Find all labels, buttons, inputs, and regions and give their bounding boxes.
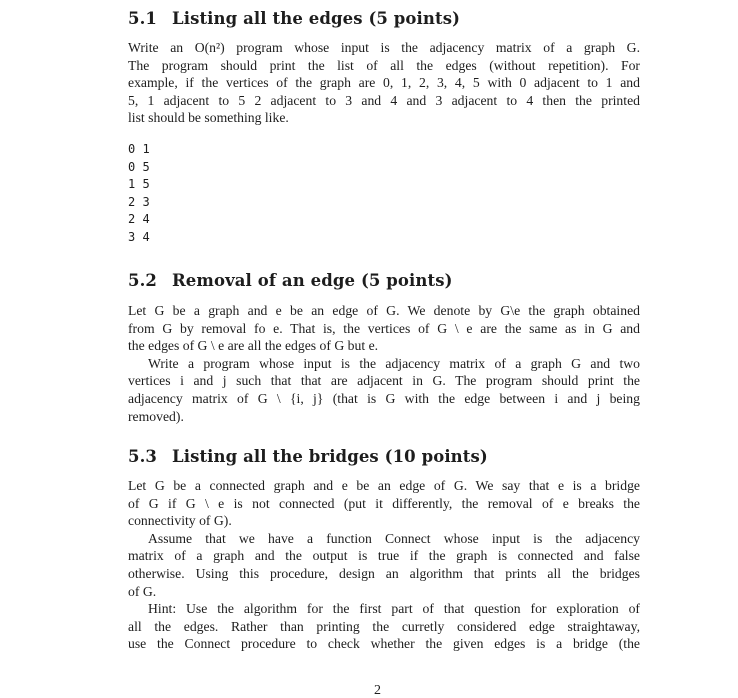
text-line: matrix of a graph and the output is true if the graph is connected and false — [128, 548, 640, 564]
text-line: vertices i and j such that that are adjacent in G. The program should print the — [128, 373, 640, 389]
text-line: Assume that we have a function Connect whose input is the adjacency — [148, 530, 640, 546]
text-line: connectivity of G). — [128, 513, 232, 529]
text-line: Let G be a graph and e be an edge of G. We denote by G\e the graph obtained — [128, 303, 640, 318]
text-line: of G. — [128, 583, 157, 599]
text-line: adjacency matrix of G \ {i, j} (that is G with the edge between i and j being — [128, 390, 640, 406]
text-line: example, if the vertices of the graph are 0, 1, 2, 3, 4, 5 with 0 adjacent to 1 and — [128, 75, 640, 91]
code-line: 1 5 — [128, 177, 150, 192]
code-line: 2 3 — [128, 194, 150, 209]
section-5-3-heading — [128, 447, 488, 466]
section-title: Listing all the bridges (10 points) — [172, 447, 488, 466]
section-5-1-heading — [128, 9, 460, 28]
text-line: Write an O(n²) program whose input is the adjacency matrix of a graph G. — [128, 40, 640, 55]
section-title: Listing all the edges (5 points) — [172, 9, 461, 28]
section-5-3-body — [128, 477, 640, 653]
text-line: from G by removal fo e. That is, the vertices of G \ e are the same as in G and — [128, 320, 640, 336]
code-line: 0 5 — [128, 159, 150, 174]
section-number: 5.3 — [128, 447, 158, 466]
text-line: use the Connect procedure to check whether the given edges is a bridge (the — [128, 636, 640, 652]
text-line: the edges of G \ e are all the edges of G but e. — [128, 338, 379, 354]
section-number: 5.1 — [128, 9, 158, 28]
text-line: Write a program whose input is the adjacency matrix of a graph G and two — [148, 355, 640, 371]
section-number: 5.2 — [128, 271, 158, 290]
code-line: 0 1 — [128, 142, 150, 156]
section-5-2-heading — [128, 271, 453, 290]
code-line: 2 4 — [128, 212, 150, 227]
text-line: of G if G \ e is not connected (put it differently, the removal of e breaks the — [128, 495, 640, 511]
text-line: otherwise. Using this procedure, design an algorithm that prints all the bridges — [128, 565, 640, 581]
text-line: Hint: Use the algorithm for the first part of that question for exploration of — [148, 601, 640, 617]
edge-list-code — [128, 141, 150, 247]
text-line: The program should print the list of all the edges (without repetition). For — [128, 57, 640, 73]
text-line: Let G be a connected graph and e be an edge of G. We say that e is a bridge — [128, 478, 640, 493]
text-line: 5, 1 adjacent to 5 2 adjacent to 3 and 4 and 3 adjacent to 4 then the printed — [128, 92, 640, 108]
code-line: 3 4 — [128, 229, 150, 244]
text-line: removed). — [128, 408, 184, 424]
section-5-2-body — [128, 302, 640, 425]
section-5-1-body — [128, 39, 640, 127]
page-number: 2 — [374, 683, 381, 698]
section-title: Removal of an edge (5 points) — [172, 271, 453, 290]
text-line: list should be something like. — [128, 110, 289, 126]
text-line: all the edges. Rather than printing the curretly considered edge straightaway, — [128, 618, 640, 634]
